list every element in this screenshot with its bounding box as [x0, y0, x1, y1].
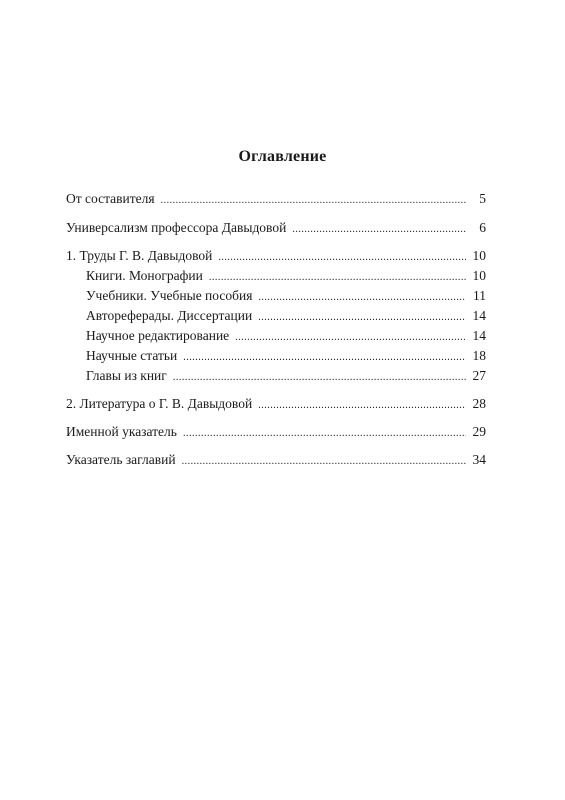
toc-entry-books: [86, 267, 486, 285]
toc-entry-page: 11: [473, 288, 486, 303]
toc-entry-label: От составителя: [66, 191, 155, 206]
toc-entry-page: 14: [472, 308, 486, 323]
toc-entry-textbooks: [86, 287, 486, 305]
toc-entry-label: Книги. Монографии: [86, 268, 203, 283]
toc-entry-abstracts: [86, 307, 486, 325]
toc-entry-chapters: [86, 367, 486, 385]
toc-entry-label: Именной указатель: [66, 424, 177, 439]
toc-entry-from-compiler: [66, 190, 486, 208]
toc-entry-label: Указатель заглавий: [66, 452, 176, 467]
toc-entry-label: Научное редактирование: [86, 328, 230, 343]
dot-leader: [258, 397, 466, 415]
toc-entry-section-2: [66, 395, 486, 413]
toc-entry-articles: [86, 347, 486, 365]
toc-entry-page: 10: [472, 268, 486, 283]
dot-leader: [258, 289, 466, 307]
toc-entry-editing: [86, 327, 486, 345]
dot-leader: [173, 369, 466, 387]
toc-entry-label: Автореферады. Диссертации: [86, 308, 253, 323]
dot-leader: [258, 309, 466, 327]
toc-heading: Оглавление: [238, 148, 327, 165]
toc-entry-title-index: [66, 451, 486, 469]
toc-entry-label: Главы из книг: [86, 368, 167, 383]
dot-leader: [209, 269, 466, 287]
toc-entry-label: Универсализм профессора Давыдовой: [66, 220, 287, 235]
dot-leader: [218, 249, 466, 267]
toc-entry-page: 29: [472, 424, 486, 439]
toc-entry-page: 6: [479, 220, 486, 235]
toc-entry-label: Научные статьи: [86, 348, 178, 363]
toc-entry-label: 2. Литература о Г. В. Давыдовой: [66, 396, 253, 411]
toc-entry-page: 18: [472, 348, 486, 363]
toc-entry-name-index: [66, 423, 486, 441]
toc-entry-page: 28: [472, 396, 486, 411]
dot-leader: [235, 329, 466, 347]
toc-entry-label: 1. Труды Г. В. Давыдовой: [66, 248, 213, 263]
toc-entry-page: 27: [472, 368, 486, 383]
toc-entry-page: 5: [479, 191, 486, 206]
toc-entry-universalism: [66, 219, 486, 237]
dot-leader: [161, 192, 466, 210]
toc-entry-section-1: [66, 247, 486, 265]
dot-leader: [292, 221, 466, 239]
toc-entry-page: 34: [472, 452, 486, 467]
dot-leader: [183, 425, 466, 443]
toc-entry-label: Учебники. Учебные пособия: [86, 288, 253, 303]
toc-entry-page: 10: [472, 248, 486, 263]
toc-entry-page: 14: [472, 328, 486, 343]
dot-leader: [182, 453, 466, 471]
dot-leader: [183, 349, 466, 367]
